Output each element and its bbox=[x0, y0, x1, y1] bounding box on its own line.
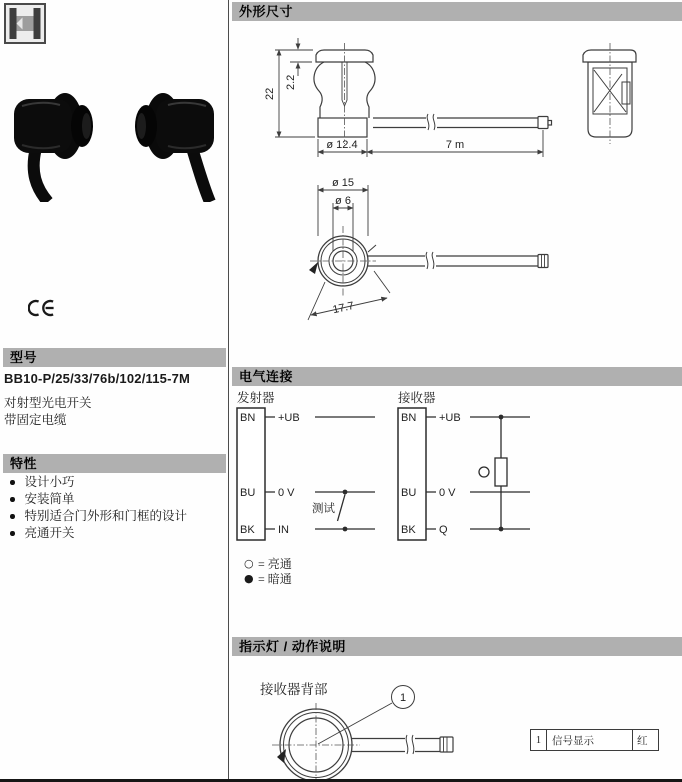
emitter-wire-bn: BN bbox=[240, 412, 256, 424]
feature-item: 特别适合门外形和门框的设计 bbox=[8, 510, 187, 523]
dimensions-section-header bbox=[232, 2, 682, 21]
callout-number: 1 bbox=[399, 692, 407, 704]
bullet-dot bbox=[10, 497, 15, 502]
sensor-emitter-photo bbox=[14, 93, 93, 159]
model-section-header bbox=[3, 348, 226, 367]
dim-height-label: 22 bbox=[264, 87, 276, 100]
feature-item: 安装简单 bbox=[8, 493, 187, 506]
receiver-signal-0v: 0 V bbox=[439, 487, 456, 499]
light-on-symbol bbox=[479, 467, 489, 477]
open-circle-icon: ○ bbox=[244, 557, 254, 570]
indicator-section-title: 指示灯 / 动作说明 bbox=[239, 639, 346, 654]
legend-light-on: ○ = 亮通 bbox=[244, 557, 292, 571]
indicator-table-index: 1 bbox=[531, 730, 547, 750]
emitter-wire-bk: BK bbox=[240, 524, 255, 536]
bullet-dot bbox=[10, 480, 15, 485]
emitter-signal-0v: 0 V bbox=[278, 487, 295, 499]
emitter-label: 发射器 bbox=[237, 391, 275, 405]
receiver-label: 接收器 bbox=[398, 391, 436, 405]
model-description-line2: 带固定电缆 bbox=[4, 413, 67, 427]
callout-leader-line bbox=[318, 703, 392, 744]
model-description bbox=[4, 395, 92, 429]
model-section-title: 型号 bbox=[10, 350, 38, 365]
sensor-cable-right bbox=[192, 148, 210, 202]
dim-hole-diameter-label: ø 6 bbox=[335, 195, 351, 207]
emitter-diagram bbox=[237, 390, 375, 540]
electrical-section-title: 电气连接 bbox=[239, 369, 294, 384]
thru-beam-sensor-icon bbox=[4, 3, 46, 44]
features-section-title: 特性 bbox=[10, 456, 38, 471]
sensor-cable-left bbox=[34, 148, 48, 202]
dimensions-section-title: 外形尺寸 bbox=[239, 4, 294, 19]
emitter-signal-in: IN bbox=[278, 524, 289, 536]
emitter-wire-bu: BU bbox=[240, 487, 256, 499]
receiver-back-label: 接收器背部 bbox=[260, 682, 328, 697]
product-photo bbox=[8, 70, 220, 202]
dimension-drawing bbox=[232, 30, 682, 340]
feature-item: 设计小巧 bbox=[8, 476, 187, 489]
bullet-dot bbox=[10, 514, 15, 519]
model-number: BB10-P/25/33/76b/102/115-7M bbox=[4, 371, 191, 386]
filled-circle-icon: ● bbox=[244, 571, 254, 585]
features-section-header bbox=[3, 454, 226, 473]
receiver-wire-bk: BK bbox=[401, 524, 416, 536]
indicator-section-header bbox=[232, 637, 682, 656]
receiver-signal-ub: +UB bbox=[439, 412, 461, 424]
dim-diameter-label: ø 12.4 bbox=[326, 139, 358, 151]
dim-outer-diameter-label: ø 15 bbox=[331, 177, 355, 189]
indicator-table-description: 信号显示 bbox=[547, 730, 633, 750]
indicator-table bbox=[530, 729, 659, 751]
test-switch-label: 测试 bbox=[312, 503, 335, 515]
emitter-signal-ub: +UB bbox=[278, 412, 300, 424]
legend-dark-on: ● = 暗通 bbox=[244, 571, 292, 586]
indicator-centerlines bbox=[272, 703, 360, 782]
receiver-wire-bu: BU bbox=[401, 487, 417, 499]
features-list bbox=[8, 476, 187, 544]
dim-cable-length-label: 7 m bbox=[445, 139, 465, 151]
bullet-dot bbox=[10, 531, 15, 536]
dim-cap-label: 2.2 bbox=[285, 74, 297, 90]
receiver-diagram bbox=[398, 390, 530, 540]
dim-across-flats-label: 17.7 bbox=[331, 299, 356, 317]
indicator-table-value: 红 bbox=[637, 735, 648, 747]
ce-mark bbox=[28, 296, 57, 320]
column-divider bbox=[228, 0, 229, 782]
electrical-section-header bbox=[232, 367, 682, 386]
receiver-wire-bn: BN bbox=[401, 412, 417, 424]
side-view-dimensions bbox=[275, 38, 543, 157]
side-view bbox=[314, 50, 552, 137]
sensor-receiver-photo bbox=[135, 93, 214, 159]
load-resistor bbox=[495, 458, 507, 486]
wiring-diagram bbox=[232, 390, 682, 550]
feature-item: 亮通开关 bbox=[8, 527, 187, 540]
model-description-line1: 对射型光电开关 bbox=[4, 396, 92, 410]
section-view bbox=[583, 50, 636, 137]
switching-legend bbox=[244, 557, 292, 586]
receiver-signal-q: Q bbox=[439, 524, 448, 536]
